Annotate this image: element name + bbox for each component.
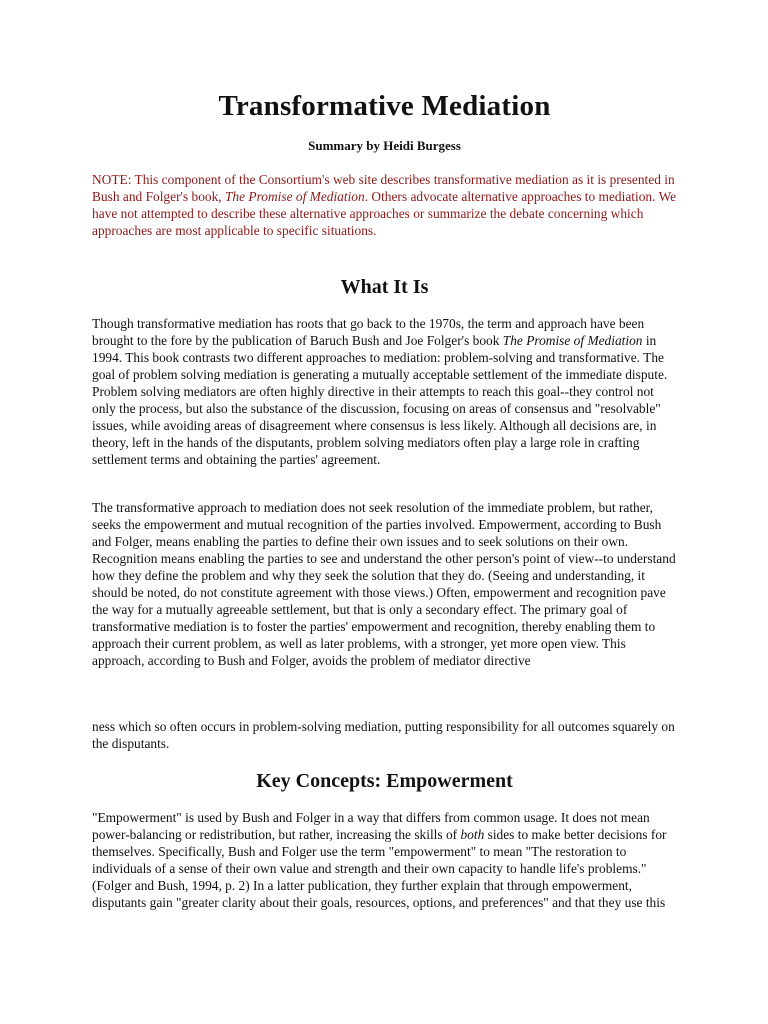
byline: Summary by Heidi Burgess [308, 138, 461, 153]
note-book-title: The Promise of Mediation [224, 189, 365, 204]
paragraph-origins [92, 315, 677, 468]
note-paragraph [92, 171, 677, 239]
paragraph-origins-start: Though transformative mediation has roots that go back to the 1970s, the term and approach have been brought to the fore by the publication of Baruch Bush and Joe Folger's book [92, 316, 645, 348]
note-text-start: NOTE: This component of the Consortium's web site describes transformative mediation as it is presented in Bush and Folger's book, [92, 172, 675, 204]
page-title: Transformative Mediation [218, 90, 551, 122]
paragraph-empowerment [92, 809, 677, 911]
note-text-end: . Others advocate alternative approaches to mediation. We have not attempted to describe these alternative approaches or summarize the debate concerning which approaches are most applicable to specific situations. [92, 189, 677, 238]
paragraph-transformative-approach: The transformative approach to mediation does not seek resolution of the immediate problem, but rather, seeks the empowerment and mutual recognition of the parties involved. Empowerment, according to Bush and Folger, means enabling the parties to define their own issues and to seek solutions on their own. Recognition means enabling the parties to see and understand the other person's point of view--to understand how they define the problem and why they seek the solution that they do. (Seeing and understanding, it should be noted, do not constitute agreement with those views.) Often, empowerment and recognition pave the way for a mutually agreeable settlement, but that is only a secondary effect. The primary goal of transformative mediation is to foster the parties' empowerment and recognition, thereby enabling them to approach their current problem, as well as later problems, with a stronger, yet more open view. This approach, according to Bush and Folger, avoids the problem of mediator directive [92, 500, 676, 668]
section-heading-what-it-is: What It Is [340, 276, 429, 298]
paragraph-empowerment-end: sides to make better decisions for themselves. Specifically, Bush and Folger use the term "empowerment" to mean "The restoration to individuals of a sense of their own value and strength and their own capacity to handle life's problems." (Folger and Bush, 1994, p. 2) In a latter publication, they further explain that through empowerment, disputants gain "greater clarity about their goals, resources, options, and preferences" and that they use this [92, 827, 667, 910]
paragraph-empowerment-start: "Empowerment" is used by Bush and Folger in a way that differs from common usage. It does not mean power-balancing or redistribution, but rather, increasing the skills of [92, 810, 650, 842]
section-heading-empowerment: Key Concepts: Empowerment [256, 770, 513, 792]
paragraph-directiveness: ness which so often occurs in problem-solving mediation, putting responsibility for all outcomes squarely on the disputants. [92, 719, 675, 751]
paragraph-origins-end: in 1994. This book contrasts two different approaches to mediation: problem-solving and transformative. The goal of problem solving mediation is generating a mutually acceptable settlement of the immediate dispute. Problem solving mediators are often highly directive in their attempts to reach this goal--they control not only the process, but also the substance of the discussion, focusing on areas of consensus and "resolvable" issues, while avoiding areas of disagreement where consensus is less likely. Although all decisions are, in theory, left in the hands of the disputants, problem solving mediators often play a large role in crafting settlement terms and obtaining the parties' agreement. [92, 333, 668, 467]
paragraph-origins-book-title: The Promise of Mediation [502, 333, 643, 348]
paragraph-empowerment-italic: both [460, 827, 485, 842]
